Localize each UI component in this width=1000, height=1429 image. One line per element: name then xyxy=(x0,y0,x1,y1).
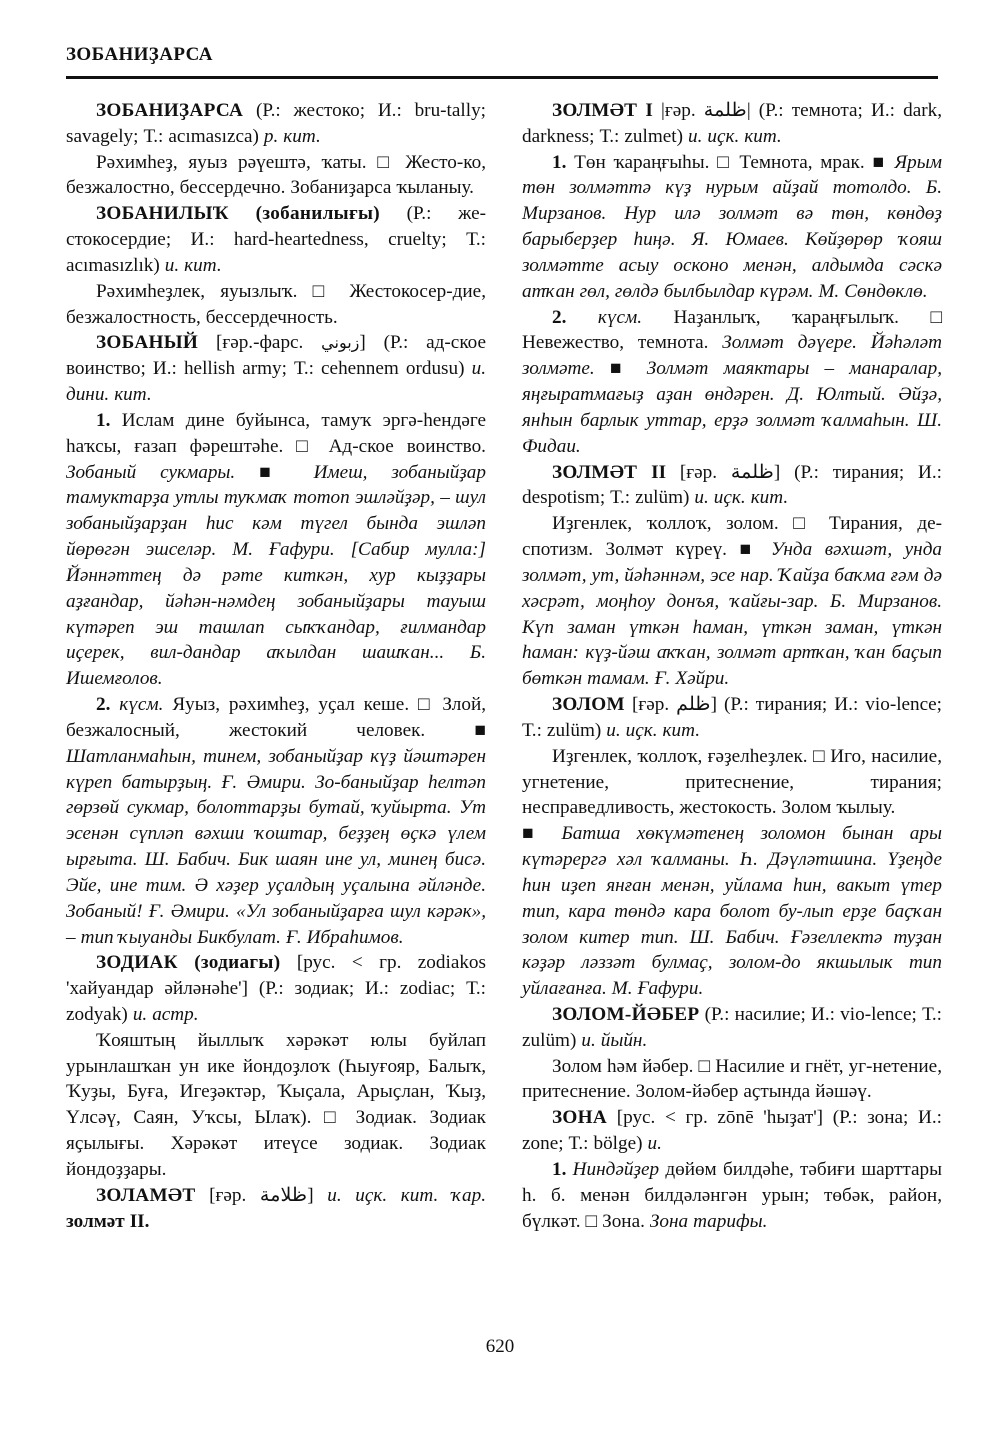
definition-text: Золом һәм йәбер. □ Насилие и гнёт, уг-нетение, притеснение. Золом-йәбер аҫтында йәшәү. xyxy=(522,1055,942,1103)
homograph-number: II xyxy=(651,461,667,483)
entry-zolom-citations xyxy=(522,821,942,1002)
definition-text: Рәхимһеҙ, яуыз рәүештә, ҡаты. □ Жесто-ко, безжалостно, бессердечно. Зобаниҙарса ҡыланыу. xyxy=(66,151,486,199)
sense-russian: □ Ад-ское воинство. xyxy=(296,435,486,457)
grammar-label: и. дини. кит. xyxy=(66,358,486,406)
entry-zobanilyk-head xyxy=(66,201,486,278)
entry-zolom-head xyxy=(522,692,942,744)
grammar-label: р. кит. xyxy=(263,125,321,147)
definition-text: Рәхимһеҙлек, яуызлыҡ. □ Жестокосер-дие, безжалостность, бессердечность. xyxy=(66,280,486,328)
sense-russian: □ Невежество, темнота. xyxy=(522,306,943,354)
grammar-label: и. иҫк. кит. ҡар. xyxy=(327,1184,487,1206)
etymology: [ғәр. ظلامة] xyxy=(209,1184,314,1206)
entry-zobanyj-sense-2 xyxy=(66,692,486,950)
entry-zobanidarsa-head xyxy=(66,98,486,150)
running-head: ЗОБАНИҘАРСА xyxy=(66,44,213,65)
cross-reference: золмәт II. xyxy=(66,1210,150,1232)
two-column-body xyxy=(66,98,942,1234)
headword-inflection: (зодиагы) xyxy=(194,952,281,974)
sense-citations: ■ Батша хөкүмәтенең золомон бынан ары күтәрергә хәл ҡалманы. Һ. Дәүләтшина. Үҙеңде һин иҙеп янған менән, уйлама һин, вакыт үтер тип, кара төндә кара болот бу-лып ерҙе баҫҡан золом китер тип. Ш. Бабич. Ғәзеллектә туҙан кәҙәр ләззәт булмаҫ, золом-до якшылык тип уйлағанға. М. Ғафури. xyxy=(522,823,942,1000)
entry-zolmat-2-head xyxy=(522,460,942,512)
etymology: |ғәр. ظلمة| xyxy=(661,100,751,121)
grammar-label: и. иҫк. кит. xyxy=(694,487,789,509)
etymology: [ғәр. ظلمة] xyxy=(679,461,781,483)
headword-zobanilyk: ЗОБАНИЛЫҠ xyxy=(96,203,229,225)
sense-bashkir: дөйөм билдәһе, тәбиғи шарттары һ. б. менән билдәләнгән урын; төбәк, район, бүлкәт. xyxy=(522,1158,943,1232)
grammar-label: и. иҫк. кит. xyxy=(688,125,782,147)
header-divider-rule xyxy=(66,76,938,79)
headword-zobanidarsa: ЗОБАНИҘАРСА xyxy=(96,100,244,121)
entry-zolmat-2-body xyxy=(522,511,942,692)
entry-zodiak-head xyxy=(66,950,486,1027)
entry-zobanyj-sense-1 xyxy=(66,408,486,692)
etymology: [ғәр. ظلم] xyxy=(631,694,717,716)
sense-citations: ■ Унда вәхшәт, унда золмәт, ут, йәһәннәм, эсе нар. Ҡайҙа баҡма ғәм дә хәсрәт, моңһоу донъя, ҡайғы-зар. Б. Мирзанов. Күп заман үткән һаман, үткән заман, үткән һаман: күҙ-йәш аҡҡан, золмәт артҡан, ҡан баҫып бөткән тамам. Ғ. Хәйри. xyxy=(522,539,943,690)
grammar-label: и. иҫк. кит. xyxy=(606,719,701,741)
definition-text: Ҡояштың йыллыҡ хәрәкәт юлы буйлап урынлашҡан ун ике йондоҙлоҡ (Һыуғояр, Балыҡ, Ҡуҙы, Буға, Игеҙәктәр, Ҡыҫала, Арыҫлан, Ҡыҙ, Үлсәү, Саян, Уҡсы, Ылаҡ). □ Зодиак. Зодиак яҫылығы. Хәрәкәт итеүсе зодиак. Зодиак йондоҙҙары. xyxy=(66,1029,486,1180)
sense-number: 1. xyxy=(552,151,567,173)
sense-bashkir: Наҙанлыҡ, ҡараңғылыҡ. xyxy=(673,306,899,328)
grammar-label: и. xyxy=(647,1133,662,1155)
sense-bashkir: Төн ҡараңғыһы. xyxy=(574,151,710,173)
sense-citations: ■ Золмәт маяктары – манаралар, яңғыратмағыҙ аҙан өндәрен. Д. Юлтый. Әйҙә, янһын барлык уттар, ерҙә золмәт ҡалмаһын. Ш. Фидаи. xyxy=(522,358,943,457)
headword-zobanyj: ЗОБАНЫЙ xyxy=(96,332,199,354)
entry-zolom-yaber-head xyxy=(522,1002,942,1054)
definition-text: Иҙгенлек, ҡоллоҡ, золом. □ Тирания, де-спотизм. Золмәт күреү. xyxy=(522,513,942,561)
entry-zolmat-1-sense-1 xyxy=(522,150,942,305)
headword-zodiak: ЗОДИАК xyxy=(96,952,178,974)
gloss-block: (Р.: же-стокосердие; И.: hard-heartedness, cruelty; Т.: acımasızlık) xyxy=(66,203,487,276)
gloss-block: (Р.: зона; И.: zone; Т.: bölge) xyxy=(522,1107,943,1155)
entry-zona-sense-1 xyxy=(522,1157,942,1234)
sense-usage-label: күсм. xyxy=(597,306,643,328)
headword-inflection: (зобанилығы) xyxy=(255,203,380,225)
sense-russian: □ Зона. xyxy=(585,1210,645,1232)
etymology-prefix: [ғәр.-фарс. xyxy=(215,332,304,354)
headword-zolmat-2: ЗОЛМӘТ xyxy=(552,461,638,483)
sense-examples: Золмәт дәүере. Йәһәләт золмәте. xyxy=(522,332,943,380)
entry-zolmat-1-head xyxy=(522,98,942,150)
page-number: 620 xyxy=(485,1336,515,1357)
sense-number: 1. xyxy=(552,1158,567,1180)
definition-text: Иҙгенлек, ҡоллоҡ, ғәҙелһеҙлек. □ Иго, насилие, угнетение, притеснение, тирания; несправедливость, жестокость. Золом ҡылыу. xyxy=(522,745,942,819)
entry-zobanidarsa-body xyxy=(66,150,486,202)
sense-bashkir: Ислам дине буйынса, тамуҡ эргә-һендәге һаҡсы, ғазап фәрештәһе. xyxy=(66,409,486,457)
sense-russian: □ Злой, безжалосный, жестокий человек. xyxy=(66,694,487,741)
gloss-block: (Р.: темнота; И.: dark, darkness; Т.: zulmet) xyxy=(522,100,942,147)
sense-citations: ■ Шатланмаһын, тинем, зобаныйҙар күҙ йәштәрен күреп батырҙың. Ғ. Әмири. Зо-баныйҙар һелтәп гөрзөй сукмар, болоттарҙы бутай, ҡуйырта. Ут эсенән сүпләп вәхши ҡоштар, беҙҙең өҫкә үлем ырғыта. Ш. Бабич. Бик шаян ине ул, минең бисә. Эйе, ине тим. Ә хәҙер уҫалдың уҫалына әйләнде. Зобаный! Ғ. Әмири. «Ул зобаныйҙарға шул кәрәк», – тип ҡыуанды Бикбулат. Ғ. Ибраһимов. xyxy=(66,719,486,948)
headword-zolom: ЗОЛОМ xyxy=(552,694,625,716)
sense-examples: Зобаный сукмары. xyxy=(66,461,236,483)
entry-zobanyj-head: ЗОБАНЫЙ [ғәр.-фарс. زبوني] (Р.: ад-ское воинство; И.: hellish army; Т.: cehennem ordusu) и. дини. кит. xyxy=(66,332,487,406)
sense-number: 1. xyxy=(96,409,111,431)
left-column xyxy=(66,98,486,1234)
sense-citations: ■ Имеш, зобаныйҙар тамуктарҙа утлы туҡмаҡ тотоп эшләйҙәр, – шул зобаныйҙарҙан һис кәм түгел бында эшләп йөрөгән эшселәр. М. Ғафури. [Сабир мулла:] Йәннәттең дә рәте киткән, хур кыҙҙары аҙғандар, йәһән-нәмдең зобаныйҙары тауыш күтәреп эш ташлап сыҡҡандар, ғилмандар иҫерек, вил-дандар аҡылдан шашҡан... Б. Ишемғолов. xyxy=(66,461,486,690)
headword-zolom-yaber: ЗОЛОМ-ЙӘБЕР xyxy=(552,1003,700,1025)
sense-usage-label: күсм. xyxy=(119,694,164,716)
sense-citations: ■ Ярым төн золмәттә күҙ нурым айҙай тотолдо. Б. Мирзанов. Нур илә золмәт вә төн, көндөҙ барыберҙер һиңә. Я. Юмаев. Көйҙөрөр ҡояш золмәтте асыу осконо менән, алдымда сәскә атҡан гөл, гөлдә былбылдар күрәм. М. Сөндөклө. xyxy=(522,151,942,302)
gloss-block: (Р.: жестоко; И.: bru-tally; savagely; Т.: acımasızca) xyxy=(66,100,486,147)
gloss-block: (Р.: насилие; И.: vio-lence; Т.: zulüm) xyxy=(522,1003,942,1051)
sense-russian: □ Темнота, мрак. xyxy=(717,151,865,173)
entry-zobanilyk-body xyxy=(66,279,486,331)
etymology: [рус. < гр. zōnē 'һыҙат'] xyxy=(616,1107,824,1129)
sense-bashkir-italic: Ниндәйҙер xyxy=(572,1158,660,1180)
grammar-label: и. астр. xyxy=(132,1003,199,1025)
headword-zolamat: ЗОЛАМӘТ xyxy=(96,1184,196,1206)
gloss-block: (Р.: зодиак; И.: zodiac; Т.: zodyak) xyxy=(66,978,487,1025)
grammar-label: и. кит. xyxy=(164,254,222,276)
etymology: [рус. < гр. zodiakos 'хайуандар әйләнәһе'] xyxy=(66,952,486,1000)
headword-zolmat-1: ЗОЛМӘТ xyxy=(552,100,638,121)
sense-examples: Зона тарифы. xyxy=(649,1210,768,1232)
sense-number: 2. xyxy=(96,694,111,716)
homograph-number: I xyxy=(645,100,653,121)
entry-zolom-yaber-body xyxy=(522,1054,942,1106)
entry-zona-head xyxy=(522,1105,942,1157)
sense-bashkir: Яуыз, рәхимһеҙ, уҫал кеше. xyxy=(172,694,410,716)
entry-zodiak-body xyxy=(66,1028,486,1183)
entry-zolom-body xyxy=(522,744,942,821)
gloss-block: (Р.: ад-ское воинство; И.: hellish army; Т.: cehennem ordusu) xyxy=(66,332,487,380)
gloss-block: (Р.: тирания; И.: despotism; Т.: zulüm) xyxy=(522,461,942,509)
entry-zolamat-head xyxy=(66,1183,486,1235)
headword-zona: ЗОНА xyxy=(552,1107,608,1129)
sense-number: 2. xyxy=(552,306,567,328)
right-column xyxy=(522,98,942,1234)
entry-zolmat-1-sense-2 xyxy=(522,305,942,460)
gloss-block: (Р.: тирания; И.: vio-lence; Т.: zulüm) xyxy=(522,694,943,741)
grammar-label: и. йыйн. xyxy=(581,1029,648,1051)
arabic-script: زبوني xyxy=(321,333,360,353)
